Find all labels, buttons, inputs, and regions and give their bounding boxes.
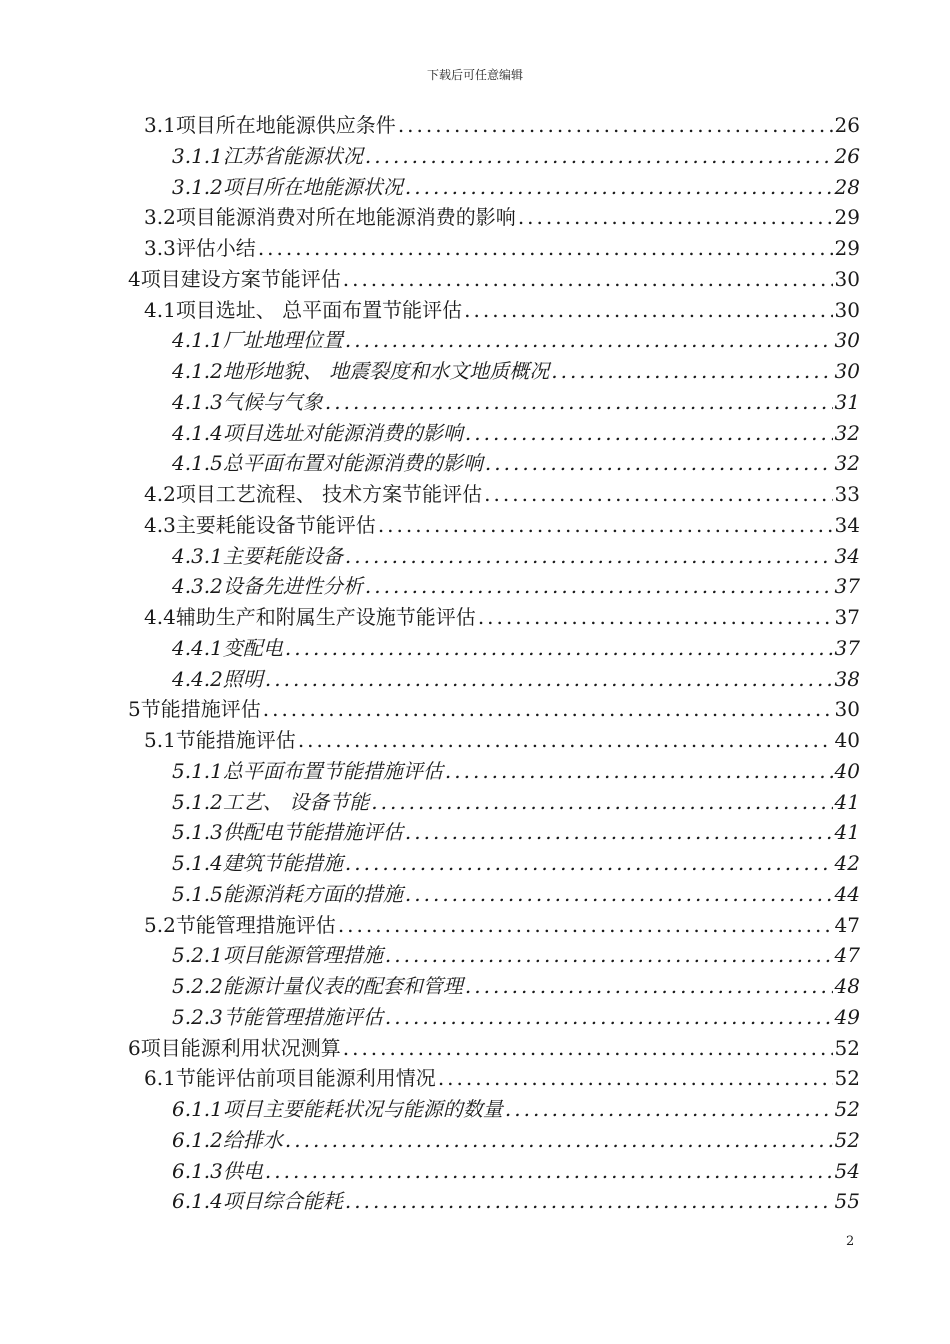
toc-dot-leader: [398, 110, 833, 140]
toc-entry-number: 4.1.3: [172, 389, 223, 414]
toc-dot-leader: [485, 448, 833, 478]
toc-entry[interactable]: [128, 264, 860, 294]
toc-entry-title: 给排水: [222, 1127, 283, 1152]
toc-entry-number: 6.1: [144, 1066, 176, 1091]
toc-dot-leader: [484, 479, 832, 509]
toc-entry[interactable]: [144, 233, 860, 263]
toc-dot-leader: [465, 971, 833, 1001]
toc-entry-page: 48: [834, 974, 860, 998]
toc-entry[interactable]: [144, 510, 860, 540]
toc-dot-leader: [338, 910, 833, 940]
toc-entry-title: 能源消耗方面的措施: [222, 881, 403, 906]
toc-entry-number: 5: [128, 697, 141, 722]
toc-entry-page: 55: [834, 1189, 860, 1214]
toc-entry[interactable]: [172, 1002, 860, 1032]
toc-entry-title: 节能措施评估: [175, 728, 296, 752]
toc-entry-page: 30: [834, 697, 860, 722]
toc-dot-leader: [258, 233, 833, 263]
toc-entry-number: 5.2.1: [172, 943, 223, 968]
toc-dot-leader: [438, 1063, 833, 1093]
toc-entry-page: 29: [834, 205, 860, 230]
toc-entry-title: 建筑节能措施: [222, 851, 343, 875]
page-number: 2: [846, 1234, 855, 1249]
toc-entry-number: 6.1.3: [172, 1158, 223, 1183]
toc-entry-page: 34: [834, 512, 860, 537]
toc-entry-number: 4.1.1: [172, 328, 223, 353]
toc-entry-number: 5.1.3: [172, 820, 223, 845]
toc-entry-title: 项目能源管理措施: [222, 943, 383, 968]
toc-entry-title: 地形地貌、 地震裂度和水文地质概况: [222, 359, 550, 383]
toc-entry-page: 37: [834, 574, 860, 599]
toc-entry-title: 节能管理措施评估: [175, 912, 336, 937]
toc-entry-number: 5.2.2: [172, 974, 223, 998]
toc-entry-title: 气候与气象: [222, 389, 323, 414]
toc-entry-number: 5.1.2: [172, 789, 223, 814]
toc-entry-page: 30: [834, 359, 860, 383]
toc-entry-page: 41: [834, 820, 860, 845]
page-header: 下载后可任意编辑: [426, 68, 523, 82]
toc-dot-leader: [345, 541, 833, 571]
toc-entry-page: 47: [834, 912, 860, 937]
toc-entry[interactable]: [144, 602, 860, 632]
toc-entry-page: 49: [834, 1004, 860, 1029]
toc-dot-leader: [343, 264, 833, 294]
toc-entry-number: 5.2.3: [172, 1004, 223, 1029]
toc-dot-leader: [378, 510, 833, 540]
toc-entry[interactable]: [172, 971, 860, 1001]
toc-entry-page: 52: [834, 1035, 860, 1060]
toc-entry-number: 4: [128, 266, 141, 291]
toc-dot-leader: [405, 879, 833, 909]
toc-dot-leader: [464, 295, 832, 325]
toc-entry-title: 项目选址对能源消费的影响: [222, 420, 463, 445]
toc-entry-title: 项目选址、 总平面布置节能评估: [175, 297, 463, 322]
toc-entry-page: 37: [834, 635, 860, 660]
toc-entry[interactable]: [172, 356, 860, 386]
toc-entry[interactable]: [172, 448, 860, 478]
toc-entry-title: 项目所在地能源供应条件: [175, 113, 396, 137]
toc-entry-page: 52: [834, 1127, 860, 1152]
toc-entry-title: 供配电节能措施评估: [222, 820, 403, 845]
toc-entry-title: 项目综合能耗: [222, 1189, 343, 1214]
toc-dot-leader: [298, 725, 833, 755]
toc-entry[interactable]: [144, 725, 860, 755]
toc-entry-page: 26: [834, 113, 860, 137]
toc-dot-leader: [343, 1033, 833, 1063]
toc-dot-leader: [285, 633, 833, 663]
toc-entry[interactable]: [172, 387, 860, 417]
toc-entry[interactable]: [172, 172, 860, 202]
toc-entry-page: 41: [834, 789, 860, 814]
toc-entry-title: 设备先进性分析: [222, 574, 363, 599]
toc-entry-page: 52: [834, 1066, 860, 1091]
toc-entry-title: 工艺、 设备节能: [222, 789, 370, 814]
toc-entry-number: 4.4: [144, 605, 176, 629]
toc-entry-number: 4.1.5: [172, 451, 223, 476]
toc-entry-page: 44: [834, 881, 860, 906]
toc-entry-number: 3.1: [144, 113, 176, 137]
toc-entry-title: 主要耗能设备节能评估: [175, 512, 376, 537]
toc-entry[interactable]: [144, 295, 860, 325]
toc-entry[interactable]: [172, 571, 860, 601]
toc-entry-number: 6.1.4: [172, 1189, 223, 1214]
toc-entry-title: 节能评估前项目能源利用情况: [175, 1066, 436, 1091]
toc-entry-page: 31: [834, 389, 860, 414]
toc-entry-title: 项目所在地能源状况: [222, 174, 403, 199]
toc-dot-leader: [345, 848, 833, 878]
toc-entry-number: 4.1: [144, 297, 176, 322]
toc-entry[interactable]: [128, 694, 860, 724]
toc-dot-leader: [385, 1002, 833, 1032]
toc-dot-leader: [325, 387, 833, 417]
toc-dot-leader: [518, 202, 833, 232]
toc-entry-title: 节能措施评估: [140, 697, 261, 722]
toc-entry-title: 节能管理措施评估: [222, 1004, 383, 1029]
toc-dot-leader: [478, 602, 833, 632]
toc-dot-leader: [371, 787, 832, 817]
toc-entry-title: 项目工艺流程、 技术方案节能评估: [175, 482, 483, 506]
toc-dot-leader: [385, 940, 833, 970]
toc-dot-leader: [405, 172, 833, 202]
toc-entry-number: 4.1.2: [172, 359, 223, 383]
toc-entry-title: 主要耗能设备: [222, 543, 343, 568]
toc-entry-page: 34: [834, 543, 860, 568]
toc-entry-number: 6.1.1: [172, 1097, 223, 1121]
toc-entry-title: 江苏省能源状况: [222, 143, 363, 168]
toc-entry-number: 5.1.4: [172, 851, 223, 875]
toc-dot-leader: [445, 756, 833, 786]
toc-entry-title: 项目能源利用状况测算: [140, 1035, 341, 1060]
toc-entry-page: 33: [834, 482, 860, 506]
toc-entry-title: 厂址地理位置: [222, 328, 343, 353]
toc-entry[interactable]: [144, 479, 860, 509]
toc-entry-number: 4.3.1: [172, 543, 223, 568]
toc-dot-leader: [345, 1186, 833, 1216]
toc-entry-page: 37: [834, 605, 860, 629]
toc-dot-leader: [405, 817, 833, 847]
toc-entry[interactable]: [128, 1033, 860, 1063]
toc-dot-leader: [285, 1125, 833, 1155]
toc-dot-leader: [551, 356, 832, 386]
toc-entry-page: 30: [834, 297, 860, 322]
toc-entry-number: 5.2: [144, 912, 176, 937]
toc-entry-number: 4.4.1: [172, 635, 223, 660]
toc-entry-number: 5.1.1: [172, 758, 223, 783]
toc-entry-page: 52: [834, 1097, 860, 1121]
toc-entry-page: 42: [834, 851, 860, 875]
toc-entry-title: 评估小结: [175, 236, 256, 260]
toc-entry-title: 辅助生产和附属生产设施节能评估: [175, 605, 476, 629]
toc-entry[interactable]: [144, 1063, 860, 1093]
toc-dot-leader: [465, 418, 833, 448]
toc-entry[interactable]: [172, 141, 860, 171]
toc-entry-page: 29: [834, 236, 860, 260]
toc-entry[interactable]: [144, 110, 860, 140]
toc-dot-leader: [365, 571, 833, 601]
toc-entry-number: 4.4.2: [172, 666, 223, 691]
toc-entry-number: 3.1.1: [172, 143, 223, 168]
toc-entry-page: 28: [834, 174, 860, 199]
toc-entry[interactable]: [172, 664, 860, 694]
toc-entry-number: 4.1.4: [172, 420, 223, 445]
toc-entry-page: 40: [834, 758, 860, 783]
toc-entry-title: 项目能源消费对所在地能源消费的影响: [175, 205, 516, 230]
toc-entry-page: 30: [834, 328, 860, 353]
toc-entry-title: 供电: [222, 1158, 263, 1183]
toc-entry-page: 47: [834, 943, 860, 968]
toc-entry-page: 32: [834, 420, 860, 445]
toc-entry[interactable]: [172, 1156, 860, 1186]
toc-dot-leader: [265, 1156, 833, 1186]
toc-entry-number: 3.3: [144, 236, 176, 260]
toc-entry-title: 总平面布置节能措施评估: [222, 758, 443, 783]
toc-entry-number: 5.1: [144, 728, 176, 752]
toc-entry-page: 26: [834, 143, 860, 168]
toc-entry[interactable]: [172, 325, 860, 355]
toc-entry-title: 能源计量仪表的配套和管理: [222, 974, 463, 998]
toc-entry-page: 30: [834, 266, 860, 291]
toc-dot-leader: [263, 694, 833, 724]
toc-entry[interactable]: [172, 817, 860, 847]
toc-entry-number: 3.1.2: [172, 174, 223, 199]
toc-entry[interactable]: [172, 541, 860, 571]
toc-entry-title: 项目主要能耗状况与能源的数量: [222, 1097, 503, 1121]
toc-entry-title: 项目建设方案节能评估: [140, 266, 341, 291]
toc-entry[interactable]: [172, 633, 860, 663]
toc-entry[interactable]: [172, 848, 860, 878]
toc-entry-page: 38: [834, 666, 860, 691]
toc-dot-leader: [505, 1094, 833, 1124]
toc-entry[interactable]: [172, 756, 860, 786]
toc-entry[interactable]: [172, 1186, 860, 1216]
toc-entry[interactable]: [172, 1094, 860, 1124]
toc-dot-leader: [345, 325, 833, 355]
toc-entry-number: 4.2: [144, 482, 176, 506]
toc-entry-number: 6.1.2: [172, 1127, 223, 1152]
toc-entry-number: 4.3.2: [172, 574, 223, 599]
toc-dot-leader: [265, 664, 833, 694]
toc-entry-title: 总平面布置对能源消费的影响: [222, 451, 483, 476]
toc-entry-page: 54: [834, 1158, 860, 1183]
toc-entry[interactable]: [172, 418, 860, 448]
toc-entry-number: 3.2: [144, 205, 176, 230]
toc-entry[interactable]: [144, 202, 860, 232]
toc-entry-title: 变配电: [222, 635, 283, 660]
toc-entry[interactable]: [172, 787, 860, 817]
toc-entry-number: 4.3: [144, 512, 176, 537]
toc-dot-leader: [365, 141, 833, 171]
toc-entry-number: 5.1.5: [172, 881, 223, 906]
toc-entry-number: 6: [128, 1035, 141, 1060]
toc-entry[interactable]: [172, 940, 860, 970]
toc-entry[interactable]: [144, 910, 860, 940]
toc-entry-title: 照明: [222, 666, 263, 691]
toc-entry-page: 40: [834, 728, 860, 752]
toc-entry[interactable]: [172, 1125, 860, 1155]
toc-entry-page: 32: [834, 451, 860, 476]
toc-entry[interactable]: [172, 879, 860, 909]
